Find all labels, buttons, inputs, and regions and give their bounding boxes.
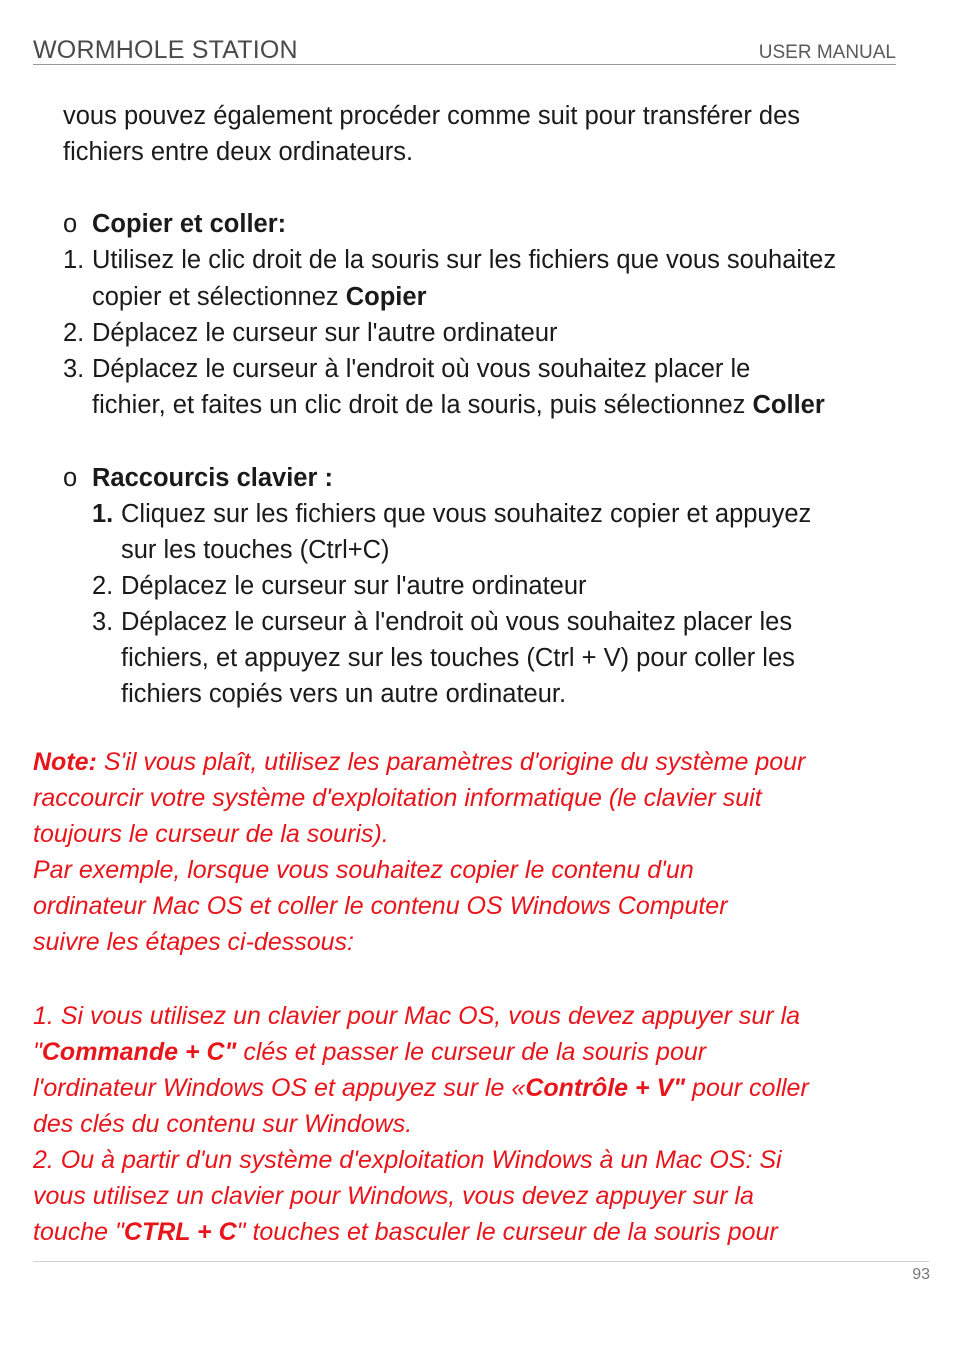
note-line-6: suivre les étapes ci-dessous:	[33, 928, 354, 956]
note-step-2-text-c: " touches et basculer le curseur de la souris pour	[236, 1218, 778, 1246]
shortcut-step-3-line-2: fichiers, et appuyez sur les touches (Ctrl + V) pour coller les	[121, 644, 795, 672]
copy-step-2-num: 2.	[63, 319, 85, 347]
shortcuts-bullet: o	[63, 464, 78, 492]
note-step-1-line-1: 1. Si vous utilisez un clavier pour Mac OS, vous devez appuyer sur la	[33, 1002, 801, 1030]
shortcuts-heading: Raccourcis clavier :	[92, 464, 333, 492]
shortcut-step-1-num: 1.	[92, 500, 114, 528]
copy-step-1-text: copier et sélectionnez	[92, 283, 346, 311]
copy-step-3-num: 3.	[63, 355, 85, 383]
copy-step-3-line-1: Déplacez le curseur à l'endroit où vous souhaitez placer le	[92, 355, 751, 383]
copy-step-3-line-2	[92, 387, 825, 423]
page-number: 93	[912, 1266, 930, 1283]
copy-step-3-text: fichier, et faites un clic droit de la souris, puis sélectionnez	[92, 391, 753, 419]
note-step-1-quote: "	[33, 1038, 42, 1066]
shortcut-step-1-line-2: sur les touches (Ctrl+C)	[121, 536, 390, 564]
note-line-5: ordinateur Mac OS et coller le contenu OS Windows Computer	[33, 892, 728, 920]
note-step-1-text-c: pour coller	[685, 1074, 809, 1102]
copy-step-1-line-1: Utilisez le clic droit de la souris sur les fichiers que vous souhaitez	[92, 246, 837, 274]
shortcut-step-3-line-1: Déplacez le curseur à l'endroit où vous souhaitez placer les	[121, 608, 793, 636]
shortcut-step-2-line-1: Déplacez le curseur sur l'autre ordinateur	[121, 572, 587, 600]
note-step-1-text: clés et passer le curseur de la souris pour	[236, 1038, 707, 1066]
shortcut-step-3-line-3: fichiers copiés vers un autre ordinateur.	[121, 680, 567, 708]
page-header	[33, 36, 896, 65]
note-step-2-line-3	[33, 1214, 778, 1250]
copy-paste-bullet: o	[63, 210, 78, 238]
copy-step-2-line-1: Déplacez le curseur sur l'autre ordinateur	[92, 319, 558, 347]
note-step-1-line-4: des clés du contenu sur Windows.	[33, 1110, 413, 1138]
note-step-2-line-2: vous utilisez un clavier pour Windows, vous devez appuyer sur la	[33, 1182, 754, 1210]
copy-paste-heading: Copier et coller:	[92, 210, 287, 238]
note-step-2-text-a: touche "	[33, 1218, 124, 1246]
copy-step-1-bold: Copier	[345, 283, 427, 311]
intro-line-2: fichiers entre deux ordinateurs.	[63, 138, 414, 166]
shortcut-step-1-line-1: Cliquez sur les fichiers que vous souhaitez copier et appuyez	[121, 500, 812, 528]
copy-step-1-num: 1.	[63, 246, 85, 274]
note-label: Note:	[33, 748, 97, 776]
note-step-1-bold-2: Contrôle + V"	[525, 1074, 686, 1102]
header-title: WORMHOLE STATION	[33, 36, 298, 64]
note-step-1-bold: Commande + C"	[41, 1038, 237, 1066]
note-line-1	[33, 744, 805, 780]
note-line-3: toujours le curseur de la souris).	[33, 820, 389, 848]
copy-step-1-line-2	[92, 279, 427, 315]
note-step-1-line-3	[33, 1070, 809, 1106]
header-section: USER MANUAL	[758, 42, 896, 63]
intro-line-1: vous pouvez également procéder comme suit pour transférer des	[63, 102, 801, 130]
note-step-2-bold: CTRL + C	[123, 1218, 237, 1246]
footer-divider	[33, 1261, 929, 1262]
note-line-2: raccourcir votre système d'exploitation informatique (le clavier suit	[33, 784, 762, 812]
copy-step-3-bold: Coller	[752, 391, 825, 419]
shortcut-step-2-num: 2.	[92, 572, 114, 600]
note-step-2-line-1: 2. Ou à partir d'un système d'exploitation Windows à un Mac OS: Si	[33, 1146, 782, 1174]
note-step-1-text-a: l'ordinateur Windows OS et appuyez sur le «	[33, 1074, 526, 1102]
note-step-1-line-2	[33, 1034, 706, 1070]
note-text-1: S'il vous plaît, utilisez les paramètres d'origine du système pour	[96, 748, 806, 776]
shortcut-step-3-num: 3.	[92, 608, 114, 636]
note-line-4: Par exemple, lorsque vous souhaitez copier le contenu d'un	[33, 856, 694, 884]
